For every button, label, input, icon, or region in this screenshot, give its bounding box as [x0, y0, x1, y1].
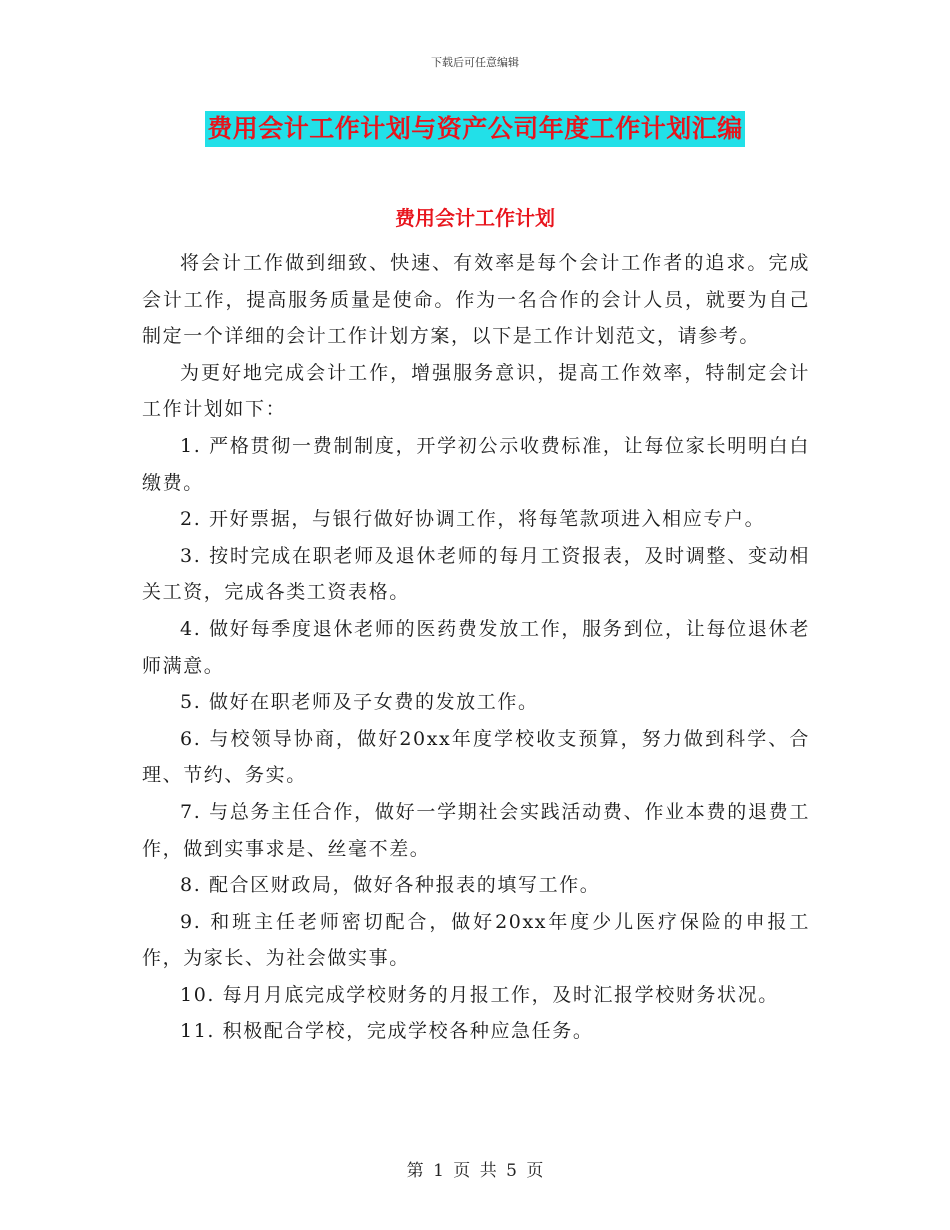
list-item: 9. 和班主任老师密切配合，做好20xx年度少儿医疗保险的申报工作，为家长、为社会做实事。 — [142, 910, 810, 970]
list-item: 5. 做好在职老师及子女费的发放工作。 — [180, 691, 539, 714]
list-item: 8. 配合区财政局，做好各种报表的填写工作。 — [180, 874, 601, 897]
list-item: 7. 与总务主任合作，做好一学期社会实践活动费、作业本费的退费工作，做到实事求是、丝毫不差。 — [142, 800, 810, 860]
document-title: 费用会计工作计划与资产公司年度工作计划汇编 — [205, 111, 745, 147]
list-item: 1. 严格贯彻一费制制度，开学初公示收费标准，让每位家长明明白白缴费。 — [142, 434, 810, 494]
header-note: 下载后可任意编辑 — [431, 56, 519, 69]
page-footer: 第 1 页 共 5 页 — [406, 1161, 544, 1181]
list-item: 2. 开好票据，与银行做好协调工作，将每笔款项进入相应专户。 — [180, 508, 766, 531]
body-text — [142, 245, 810, 1050]
list-item: 4. 做好每季度退休老师的医药费发放工作，服务到位，让每位退休老师满意。 — [142, 617, 810, 677]
list-item: 11. 积极配合学校，完成学校各种应急任务。 — [180, 1020, 594, 1043]
document-title-container — [0, 111, 950, 147]
paragraph-plan-intro: 为更好地完成会计工作，增强服务意识，提高工作效率，特制定会计工作计划如下： — [142, 361, 810, 421]
section-title: 费用会计工作计划 — [395, 206, 555, 230]
paragraph-intro: 将会计工作做到细致、快速、有效率是每个会计工作者的追求。完成会计工作，提高服务质量是使命。作为一名合作的会计人员，就要为自己制定一个详细的会计工作计划方案，以下是工作计划范文，请参考。 — [142, 252, 810, 348]
list-item: 10. 每月月底完成学校财务的月报工作，及时汇报学校财务状况。 — [180, 983, 779, 1006]
list-item: 6. 与校领导协商，做好20xx年度学校收支预算，努力做到科学、合理、节约、务实。 — [142, 727, 810, 787]
list-item: 3. 按时完成在职老师及退休老师的每月工资报表，及时调整、变动相关工资，完成各类工资表格。 — [142, 544, 810, 604]
